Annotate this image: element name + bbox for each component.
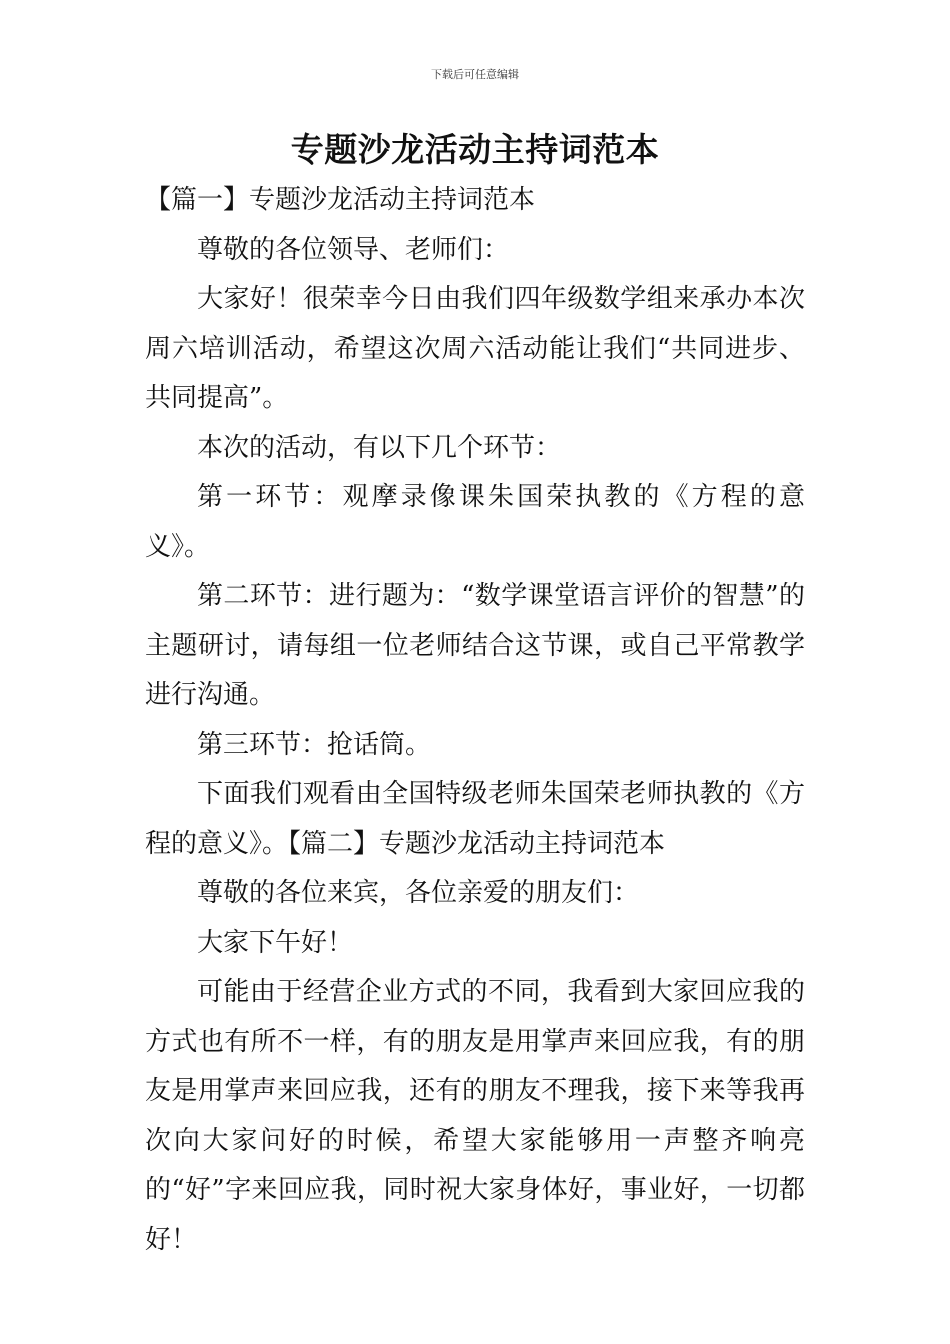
paragraph: 尊敬的各位领导、老师们： — [197, 234, 510, 265]
document-body — [145, 176, 805, 1265]
paragraph: 大家好！很荣幸今日由我们四年级数学组来承办本次周六培训活动，希望这次周六活动能让我们“共同进步、共同提高”。 — [145, 284, 805, 413]
section-heading: 【篇一】专题沙龙活动主持词范本 — [145, 185, 536, 215]
paragraph: 第一环节：观摩录像课朱国荣执教的《方程的意义》。 — [145, 482, 805, 562]
header-note: 下载后可任意编辑 — [431, 68, 519, 81]
paragraph: 本次的活动，有以下几个环节： — [197, 432, 562, 463]
paragraph: 大家下午好！ — [197, 927, 354, 958]
paragraph: 第二环节：进行题为：“数学课堂语言评价的智慧”的主题研讨，请每组一位老师结合这节课，或自己平常教学进行沟通。 — [145, 581, 805, 710]
document-title: 专题沙龙活动主持词范本 — [290, 130, 660, 169]
paragraph: 下面我们观看由全国特级老师朱国荣老师执教的《方程的意义》。【篇二】专题沙龙活动主持词范本 — [145, 779, 805, 859]
paragraph: 尊敬的各位来宾，各位亲爱的朋友们： — [197, 878, 640, 908]
paragraph: 第三环节：抢话筒。 — [197, 729, 432, 760]
paragraph: 可能由于经营企业方式的不同，我看到大家回应我的方式也有所不一样，有的朋友是用掌声来回应我，有的朋友是用掌声来回应我，还有的朋友不理我，接下来等我再次向大家问好的时候，希望大家能够用一声整齐响亮的“好”字来回应我，同时祝大家身体好，事业好，一切都好！ — [145, 977, 805, 1255]
